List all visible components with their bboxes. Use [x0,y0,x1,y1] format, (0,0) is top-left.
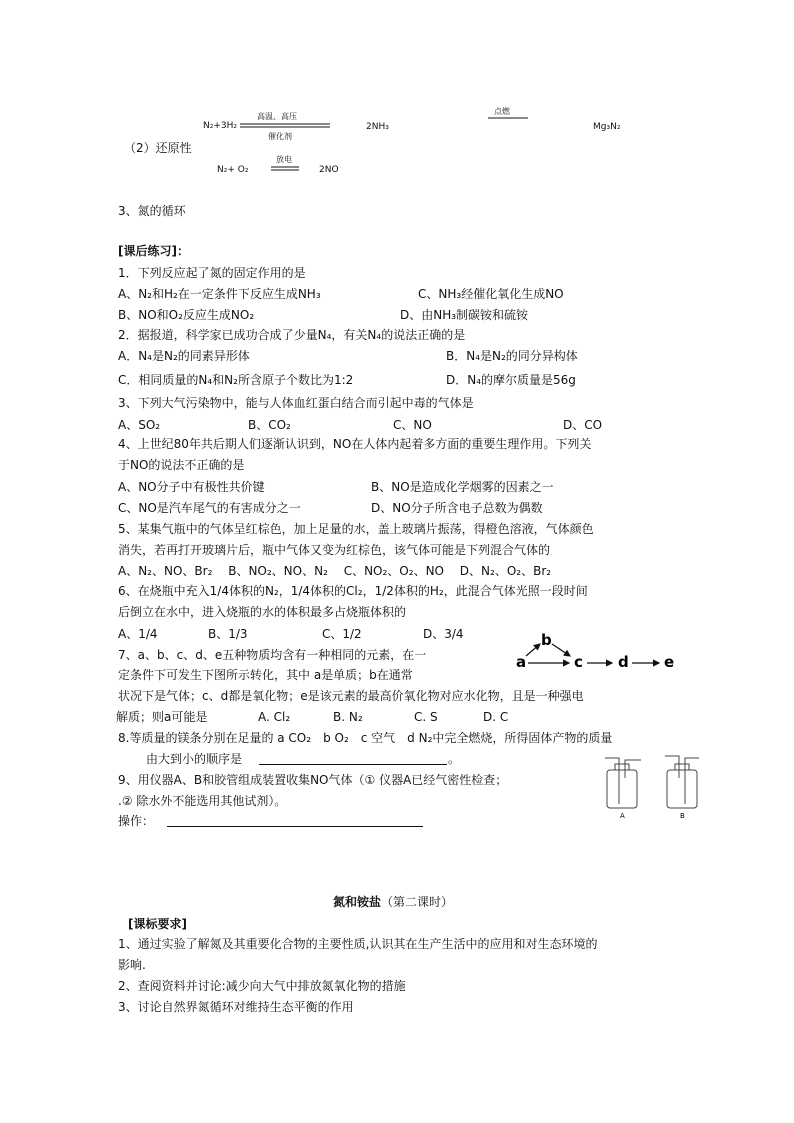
q3-stem: 3、下列大气污染物中，能与人体血红蛋白结合而引起中毒的气体是 [118,396,474,410]
eq1-equals-sign [240,123,332,129]
q7-stem-line4: 解质；则a可能是 [116,710,208,724]
lesson2-title-suffix: （第二课时） [381,895,454,909]
nitrogen-cycle-heading: 3、氮的循环 [118,204,186,218]
q4-option-a: A、NO分子中有极性共价键 [118,480,265,494]
requirement-2: 2、查阅资料并讨论:减少向大气中排放氮氧化物的措施 [118,979,406,993]
reduc-lhs: N₂+ O₂ [217,165,249,175]
q1-option-c: C、NH₃经催化氧化生成NO [418,287,564,301]
node-d: d [618,653,629,671]
q6-stem-line1: 6、在烧瓶中充入1/4体积的N₂，1/4体积的Cl₂，1/2体积的H₂，此混合气体光照一段时间 [118,584,588,598]
reduc-condition: 放电 [276,155,292,164]
q3-option-d: D、CO [563,418,603,432]
q9-stem-line1: 9、用仪器A、B和胶管组成装置收集NO气体（① 仪器A已经气密性检查； [118,773,508,787]
q6-stem-line2: 后倒立在水中，进入烧瓶的水的体积最多占烧瓶体积的 [118,605,407,619]
q4-stem-line2: 于NO的说法不正确的是 [118,458,245,472]
q6-option-b: B、1/3 [208,627,248,641]
eq2-product: Mg₃N₂ [593,122,621,132]
q1-option-a: A、N₂和H₂在一定条件下反应生成NH₃ [118,287,321,301]
eq1-condition-top: 高温、高压 [257,112,297,121]
reduc-product: 2NO [319,165,339,175]
bottle-a-label: A [620,812,625,820]
q7-option-c: C. S [414,710,438,724]
q9-apparatus [595,752,715,822]
node-e: e [664,653,675,671]
eq1-lhs: N₂+3H₂ [203,121,237,131]
arrow-a-b [526,644,540,656]
q6-option-a: A、1/4 [118,627,158,641]
q6-option-d: D、3/4 [423,627,464,641]
q2-stem: 2．据报道，科学家已成功合成了少量N₄，有关N₄的说法正确的是 [118,328,466,342]
q9-stem-line2: .② 除水外不能选用其他试剂）。 [118,794,287,808]
eq1-condition-bottom: 催化剂 [268,132,292,141]
node-c: c [574,653,583,671]
reducibility-label: （2）还原性 [124,141,192,155]
q5-stem-line2: 消失，若再打开玻璃片后，瓶中气体又变为红棕色，该气体可能是下列混合气体的 [118,543,551,557]
q1-stem: 1．下列反应起了氮的固定作用的是 [118,266,306,280]
q7-stem-line2: 定条件下可发生下图所示转化，其中 a是单质；b在通常 [118,668,413,682]
bottle-a [605,758,641,808]
lesson2-title-main: 氮和铵盐 [333,895,382,909]
requirement-1-line2: 影响. [118,958,146,972]
curriculum-requirements-heading: [课标要求] [128,917,187,931]
requirement-3: 3、讨论自然界氮循环对维持生态平衡的作用 [118,1000,354,1014]
node-b: b [541,631,552,649]
q2-option-d: D．N₄的摩尔质量是56g [446,373,576,387]
q9-operation-label: 操作： [118,814,155,828]
lesson2-title [333,895,453,909]
q4-stem-line1: 4、上世纪80年共后期人们逐渐认识到，NO在人体内起着多方面的重要生理作用。下列关 [118,437,592,451]
q8-end-mark: 。 [448,752,461,766]
q4-option-d: D、NO分子所含电子总数为偶数 [371,501,543,515]
q7-conversion-diagram [510,630,680,674]
reduc-equals-sign [271,166,301,172]
arrow-b-c [552,644,570,656]
requirement-1-line1: 1、通过实验了解氮及其重要化合物的主要性质,认识其在生产生活中的应用和对生态环境的 [118,937,598,951]
q8-answer-blank[interactable] [259,764,447,765]
q5-options: A、N₂、NO、Br₂ B、NO₂、NO、N₂ C、NO₂、O₂、NO D、N₂、O₂、Br₂ [118,564,552,578]
q2-option-c: C．相同质量的N₄和N₂所含原子个数比为1:2 [118,373,354,387]
bottle-b [665,756,699,808]
eq2-condition: 点燃 [494,107,510,116]
node-a: a [516,653,527,671]
q2-option-a: A．N₄是N₂的同素异形体 [118,349,250,363]
bottle-b-label: B [680,812,685,820]
eq2-line [488,117,530,120]
q1-option-b: B、NO和O₂反应生成NO₂ [118,308,255,322]
q3-option-b: B、CO₂ [248,418,291,432]
exercise-heading: [课后练习]： [118,244,189,258]
q9-operation-blank[interactable] [167,826,423,827]
q7-stem-line3: 状况下是气体；c、d都是氧化物；e是该元素的最高价氧化物对应水化物，且是一种强电 [118,689,584,703]
q4-option-c: C、NO是汽车尾气的有害成分之一 [118,501,301,515]
q7-option-b: B. N₂ [333,710,363,724]
q3-option-c: C、NO [393,418,432,432]
q1-option-d: D、由NH₃制碳铵和硫铵 [400,308,529,322]
q8-stem-line2: 由大到小的顺序是 [146,752,243,766]
q7-stem-line1: 7、a、b、c、d、e五种物质均含有一种相同的元素，在一 [118,648,427,662]
eq1-product: 2NH₃ [366,122,389,132]
q7-option-a: A. Cl₂ [258,710,291,724]
q6-option-c: C、1/2 [322,627,362,641]
q2-option-b: B．N₄是N₂的同分异构体 [446,349,578,363]
q5-stem-line1: 5、某集气瓶中的气体呈红棕色，加上足量的水，盖上玻璃片振荡，得橙色溶液，气体颜色 [118,522,594,536]
q7-option-d: D. C [483,710,509,724]
q4-option-b: B、NO是造成化学烟雾的因素之一 [371,480,554,494]
q3-option-a: A、SO₂ [118,418,161,432]
q8-stem-line1: 8.等质量的镁条分别在足量的 a CO₂ b O₂ c 空气 d N₂中完全燃烧，所得固体产物的质量 [118,731,613,745]
